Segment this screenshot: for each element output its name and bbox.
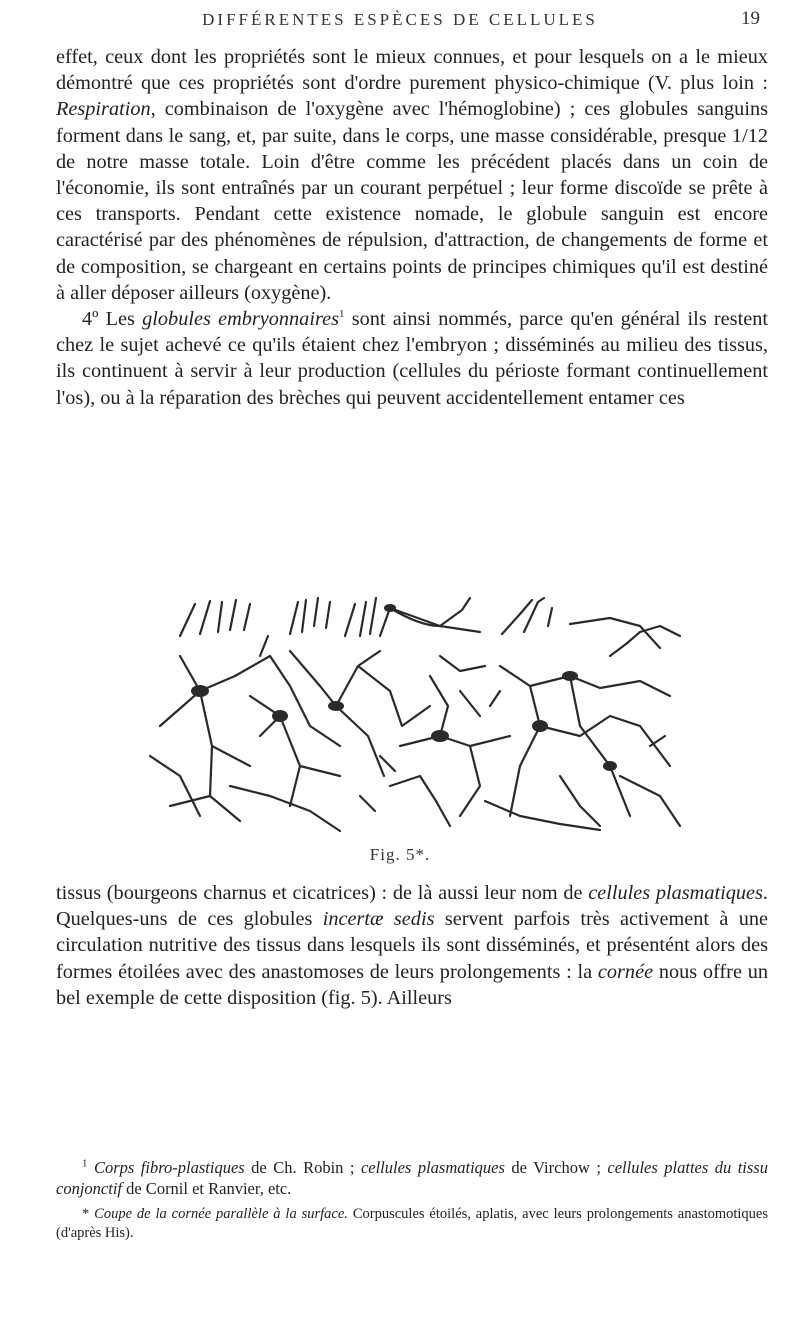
italic-respiration: Respiration xyxy=(56,98,151,121)
footnote-1 xyxy=(56,1157,768,1199)
page-number: 19 xyxy=(741,8,760,29)
text-run: tissus (bourgeons charnus et cicatrices) : de là aussi leur nom de xyxy=(56,882,589,904)
corneal-cells-illustration xyxy=(140,596,688,836)
italic-term: Coupe de la cornée parallèle à la surface. xyxy=(94,1206,348,1222)
footnotes xyxy=(56,1157,768,1249)
paragraph-plasmatic-cells xyxy=(56,880,768,1011)
italic-term: cellules plattes du tissu conjonctif xyxy=(56,1158,768,1198)
italic-term: cellules plasmatiques xyxy=(588,882,763,904)
text-run: nous offre un bel exemple de cette disposition (fig. 5). Ailleurs xyxy=(56,960,768,1009)
footnote-mark: * xyxy=(82,1206,90,1222)
paragraph-embryonic-globules xyxy=(56,306,768,411)
paragraph-red-globules xyxy=(56,44,768,306)
bottom-text-block xyxy=(56,880,768,1011)
italic-term: globules embryonnaires xyxy=(142,308,339,331)
italic-term: cornée xyxy=(597,960,654,983)
list-number: 4º Les xyxy=(82,308,143,331)
text-run: servent parfois très activement à une circulation nutritive des tissus dans lesquels ils sont disséminés, et présentént alors des formes étoilées avec des anastomoses de leurs prolongements : la xyxy=(56,908,769,983)
footnote-mark: 1 xyxy=(82,1157,88,1170)
italic-term: cellules plasmatiques xyxy=(360,1158,505,1177)
footnote-ref: 1 xyxy=(339,308,345,321)
text-run: de Virchow ; xyxy=(504,1158,608,1177)
text-run: de Ch. Robin ; xyxy=(244,1158,361,1177)
text-run: de Cornil et Ranvier, etc. xyxy=(121,1179,292,1198)
text-run: Corpuscules étoilés, aplatis, avec leurs prolongements anastomotiques (d'après His). xyxy=(56,1206,769,1241)
footnote-figure xyxy=(56,1205,768,1243)
page-header xyxy=(0,4,800,34)
running-title: DIFFÉRENTES ESPÈCES DE CELLULES xyxy=(202,10,598,29)
figure-caption: Fig. 5*. xyxy=(369,845,431,864)
italic-term: incertæ sedis xyxy=(322,908,435,931)
text-run: , combinaison de l'oxygène avec l'hémoglobine) ; ces globules sanguins forment dans le sang, et, par suite, dans le corps, une masse considérable, presque 1/12 de notre masse totale. Loin d'être comme les précédent placés dans un coin de l'économie, ils sont entraînés par un courant perpétuel ; leur forme discoïde se prête à ces transports. Pendant cette existence nomade, le globule sanguin est encore caractérisé par des phénomènes de répulsion, d'attraction, de changements de forme et de composition, se chargeant en certains points de principes chimiques qu'il est destiné à aller déposer ailleurs (oxygène). xyxy=(56,98,768,304)
text-run: . Quelques-uns de ces globules xyxy=(56,882,768,931)
italic-term: Corps fibro-plastiques xyxy=(93,1158,245,1177)
text-run: sont ainsi nommés, parce qu'en général ils restent chez le sujet achevé ce qu'ils étaient chez l'embryon ; disséminés au milieu des tissus, ils continuent à servir à leur production (cellules du périoste formant continuellement l'os), ou à la réparation des brèches qui peuvent accidentellement entamer ces xyxy=(56,308,768,409)
figure-drawing xyxy=(140,596,688,836)
top-text-block xyxy=(56,44,768,411)
text-run: effet, ceux dont les propriétés sont le mieux connues, et pour lesquels on a le mieux démontré que ces propriétés sont d'ordre purement physico-chimique (V. plus loin : xyxy=(56,46,768,95)
